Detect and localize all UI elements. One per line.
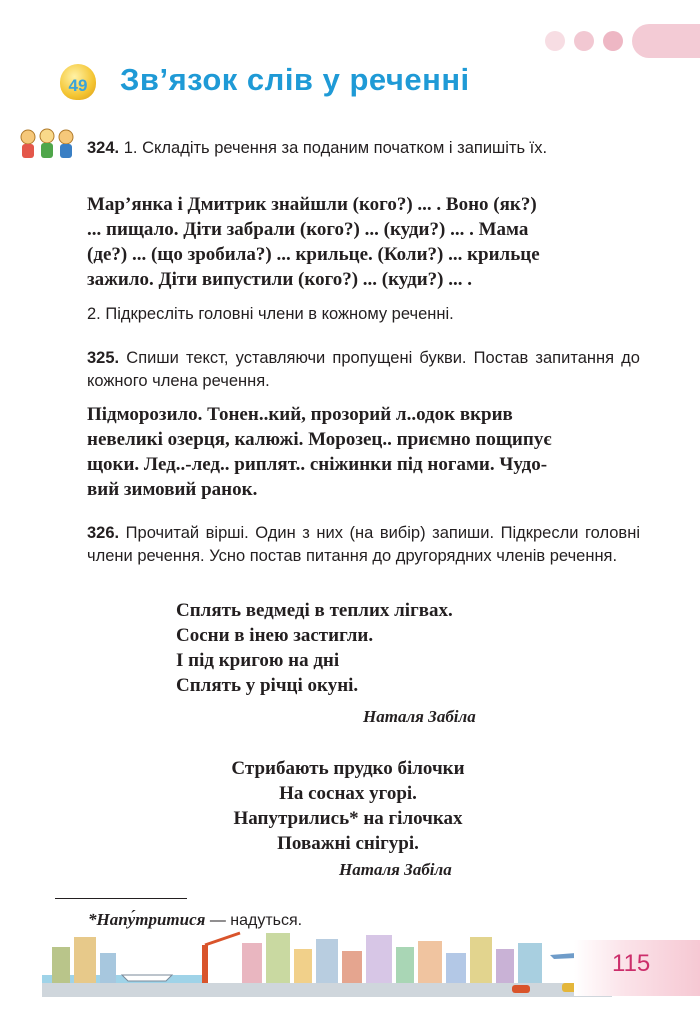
poem-2	[200, 756, 496, 856]
page-number: 115	[612, 950, 651, 977]
task-number: 326.	[87, 524, 120, 542]
header-decoration	[545, 24, 700, 58]
poem-line: І під кригою на дні	[176, 650, 340, 671]
task-instruction: Спиши текст, уставляючи пропущені букви. Постав запитання до кожного члена речення.	[87, 349, 640, 390]
lesson-badge	[56, 58, 100, 102]
task-324-instruction	[87, 137, 640, 160]
children-icon	[18, 128, 76, 160]
task-number: 325.	[87, 349, 120, 367]
poem-line: Сосни в інею застигли.	[176, 625, 374, 646]
task-324-exercise	[87, 192, 640, 292]
poem-2-author: Наталя Забіла	[339, 860, 452, 879]
poem-line: Сплять ведмеді в теплих лігвах.	[176, 600, 453, 621]
poem-line: Стрибають прудко білочки	[231, 758, 465, 779]
exercise-line: щоки. Лед..-лед.. риплят.. сніжинки під ногами. Чудо-	[87, 454, 548, 475]
exercise-line: Підморозило. Тонен..кий, прозорий л..одок вкрив	[87, 404, 513, 425]
footnote-definition: — надуться.	[205, 912, 303, 929]
city-illustration	[42, 925, 612, 997]
page-title: Зв’язок слів у реченні	[120, 62, 470, 97]
task-324-instruction-2: 2. Підкресліть головні члени в кожному реченні.	[87, 305, 454, 323]
lesson-number: 49	[68, 76, 88, 95]
decor-dot	[574, 31, 594, 51]
poem-line: На соснах угорі.	[279, 783, 417, 804]
task-instruction: 1. Складіть речення за поданим початком і запишіть їх.	[123, 139, 548, 157]
decor-dot	[545, 31, 565, 51]
exercise-line: зажило. Діти випустили (кого?) ... (куди?) ... .	[87, 269, 472, 290]
exercise-line: вий зимовий ранок.	[87, 479, 258, 500]
footnote-divider	[55, 898, 187, 899]
poem-line: Сплять у річці окуні.	[176, 675, 359, 696]
exercise-line: Мар’янка і Дмитрик знайшли (кого?) ... . Воно (як?)	[87, 194, 537, 215]
poem-1-author: Наталя Забіла	[363, 707, 476, 726]
exercise-line: невеликі озерця, калюжі. Морозец.. приємно пощипує	[87, 429, 552, 450]
poem-line: Поважні снігурі.	[277, 833, 419, 854]
poem-1	[176, 598, 453, 698]
decor-dot	[603, 31, 623, 51]
exercise-line: ... пищало. Діти забрали (кого?) ... (куди?) ... . Мама	[87, 219, 529, 240]
task-instruction: Прочитай вірші. Один з них (на вибір) запиши. Підкресли головні члени речення. Усно постав питання до другорядних членів речення.	[87, 524, 640, 565]
poem-line: Напутрились* на гілочках	[233, 808, 463, 829]
footnote-term: *Напу́тритися	[88, 910, 206, 929]
decor-bar	[632, 24, 700, 58]
exercise-line: (де?) ... (що зробила?) ... крильце. (Коли?) ... крильце	[87, 244, 540, 265]
task-326-instruction	[87, 522, 640, 568]
task-325-exercise	[87, 402, 640, 502]
task-325-instruction	[87, 347, 640, 393]
task-number: 324.	[87, 139, 120, 157]
